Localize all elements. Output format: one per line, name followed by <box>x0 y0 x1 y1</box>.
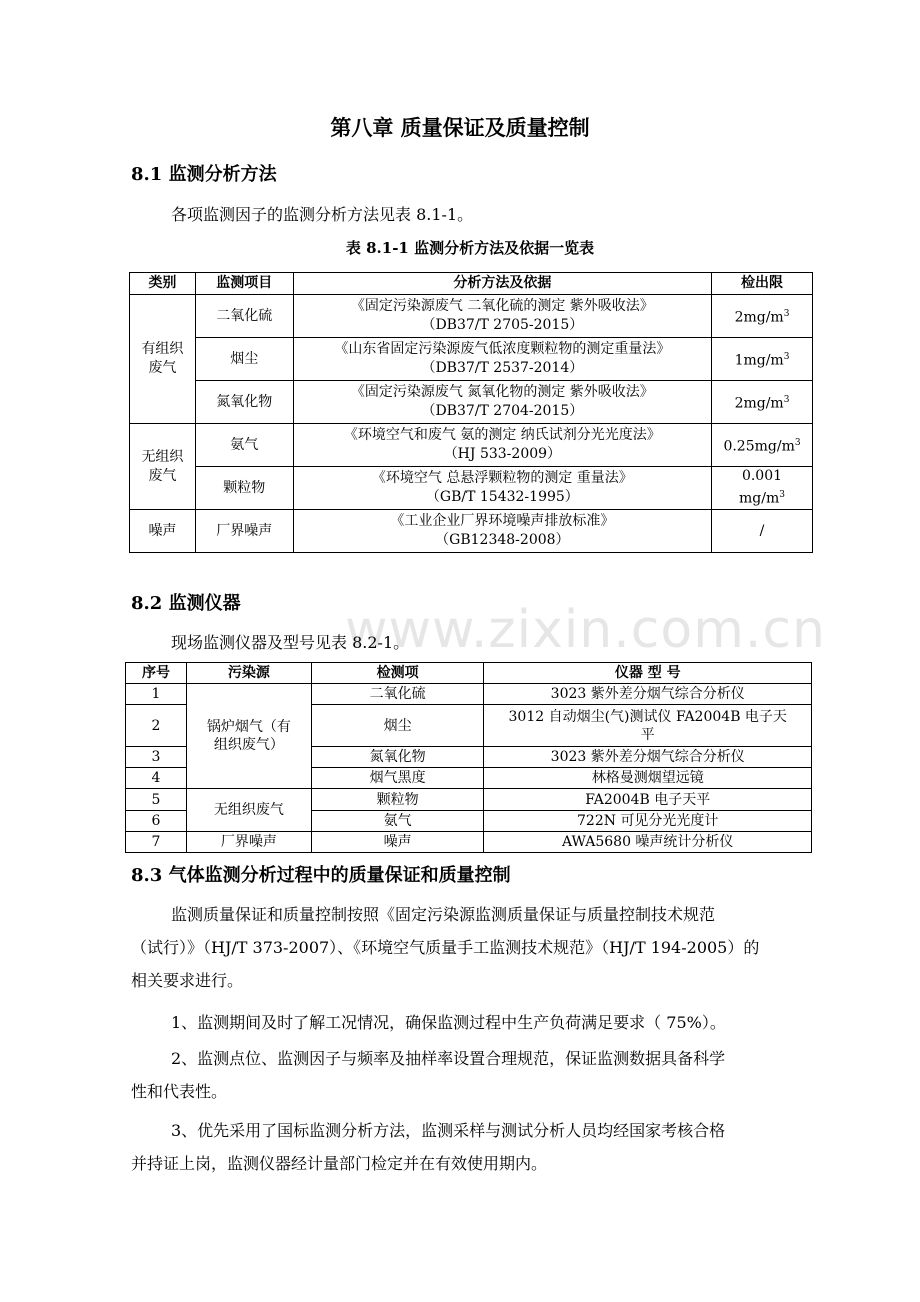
table-header-row <box>126 663 812 684</box>
limit-exponent: 3 <box>783 308 790 319</box>
source-cell <box>186 684 311 789</box>
method-cell <box>293 510 711 553</box>
instrument-cell: 3023 紫外差分烟气综合分析仪 <box>484 747 812 768</box>
table-row <box>130 467 813 510</box>
test-item-cell: 烟尘 <box>311 705 484 747</box>
category-cell: 噪声 <box>130 510 196 553</box>
paragraph-line: 监测质量保证和质量控制按照《固定污染源监测质量保证与质量控制技术规范 <box>171 905 716 924</box>
table-row <box>130 510 813 553</box>
header-category: 类别 <box>130 273 196 295</box>
source-label: 锅炉烟气（有 <box>206 719 291 735</box>
test-item-cell: 二氧化硫 <box>311 684 484 705</box>
method-standard: （DB37/T 2537-2014） <box>421 360 584 376</box>
no-cell: 2 <box>126 705 187 747</box>
item-cell: 氮氧化物 <box>195 381 293 424</box>
list-item: 1、监测期间及时了解工况情况，确保监测过程中生产负荷满足要求（ 75%）。 <box>171 1013 726 1032</box>
limit-value: 2mg/m <box>734 395 784 412</box>
method-name: 《环境空气和废气 氨的测定 纳氏试剂分光光度法》 <box>343 427 661 443</box>
header-instrument: 仪器 型 号 <box>484 663 812 684</box>
chapter-title: 第八章 质量保证及质量控制 <box>330 115 590 140</box>
instrument-cell <box>484 705 812 747</box>
watermark: www.zixin.com.cn <box>345 600 826 660</box>
category-label: 有组织 <box>141 341 184 357</box>
limit-value: 0.001 <box>741 468 783 485</box>
category-label: 废气 <box>148 360 177 376</box>
table-header-row <box>130 273 813 295</box>
no-cell: 4 <box>126 768 187 789</box>
limit-cell <box>712 467 813 510</box>
method-standard: （GB12348-2008） <box>435 532 570 548</box>
category-cell <box>130 424 196 510</box>
method-name: 《固定污染源废气 二氧化硫的测定 紫外吸收法》 <box>350 298 654 314</box>
method-cell <box>293 338 711 381</box>
category-label: 废气 <box>148 467 177 484</box>
no-cell: 6 <box>126 811 187 832</box>
no-cell: 1 <box>126 684 187 705</box>
limit-cell <box>712 381 813 424</box>
limit-exponent: 3 <box>783 351 790 362</box>
item-cell: 氨气 <box>195 424 293 467</box>
no-cell: 7 <box>126 832 187 853</box>
test-item-cell: 颗粒物 <box>311 789 484 811</box>
limit-cell: / <box>712 510 813 553</box>
header-test-item: 检测项 <box>311 663 484 684</box>
method-cell <box>293 381 711 424</box>
list-item-continuation: 性和代表性。 <box>131 1082 228 1101</box>
no-cell: 3 <box>126 747 187 768</box>
table-row <box>126 789 812 811</box>
method-name: 《工业企业厂界环境噪声排放标准》 <box>390 513 615 529</box>
table-row <box>126 684 812 705</box>
header-item: 监测项目 <box>195 273 293 295</box>
table-row <box>130 338 813 381</box>
limit-cell <box>712 424 813 467</box>
method-standard: （DB37/T 2705-2015） <box>421 317 584 333</box>
method-standard: （DB37/T 2704-2015） <box>421 403 584 419</box>
method-name: 《固定污染源废气 氮氧化物的测定 紫外吸收法》 <box>350 384 654 400</box>
category-cell <box>130 295 196 424</box>
limit-exponent: 3 <box>783 394 790 405</box>
instrument-cell: 3023 紫外差分烟气综合分析仪 <box>484 684 812 705</box>
instrument-cell: 林格曼测烟望远镜 <box>484 768 812 789</box>
instrument-cell: FA2004B 电子天平 <box>484 789 812 811</box>
limit-cell <box>712 295 813 338</box>
list-item: 2、监测点位、监测因子与频率及抽样率设置合理规范，保证监测数据具备科学 <box>171 1049 726 1068</box>
item-cell: 颗粒物 <box>195 467 293 510</box>
instrument-cell: 722N 可见分光光度计 <box>484 811 812 832</box>
method-standard: （HJ 533-2009） <box>443 446 562 462</box>
method-cell <box>293 295 711 338</box>
method-name: 《环境空气 总悬浮颗粒物的测定 重量法》 <box>371 470 633 486</box>
method-cell <box>293 424 711 467</box>
header-source: 污染源 <box>186 663 311 684</box>
item-cell: 烟尘 <box>195 338 293 381</box>
analysis-methods-table <box>129 272 813 553</box>
method-cell <box>293 467 711 510</box>
source-cell: 无组织废气 <box>186 789 311 832</box>
table-row <box>126 832 812 853</box>
instrument-cell: AWA5680 噪声统计分析仪 <box>484 832 812 853</box>
item-cell: 二氧化硫 <box>195 295 293 338</box>
limit-value: 1mg/m <box>734 352 784 369</box>
test-item-cell: 噪声 <box>311 832 484 853</box>
limit-exponent: 3 <box>794 437 801 448</box>
section-8-2-intro: 现场监测仪器及型号见表 8.2-1。 <box>171 633 410 652</box>
limit-value: 0.25mg/m <box>723 438 795 455</box>
section-8-3-heading: 8.3 气体监测分析过程中的质量保证和质量控制 <box>131 865 511 886</box>
section-8-1-intro: 各项监测因子的监测分析方法见表 8.1-1。 <box>171 205 474 224</box>
table-row <box>130 424 813 467</box>
list-item: 3、优先采用了国标监测分析方法，监测采样与测试分析人员均经国家考核合格 <box>171 1121 726 1140</box>
header-no: 序号 <box>126 663 187 684</box>
category-label: 无组织 <box>141 448 184 465</box>
table-8-1-1-caption: 表 8.1-1 监测分析方法及依据一览表 <box>345 239 595 257</box>
test-item-cell: 氨气 <box>311 811 484 832</box>
test-item-cell: 烟气黑度 <box>311 768 484 789</box>
header-limit: 检出限 <box>712 273 813 295</box>
method-name: 《山东省固定污染源废气低浓度颗粒物的测定重量法》 <box>334 341 671 357</box>
limit-unit: mg/m <box>739 490 780 507</box>
list-item-continuation: 并持证上岗，监测仪器经计量部门检定并在有效使用期内。 <box>131 1154 548 1173</box>
source-label: 组织废气） <box>213 737 284 753</box>
section-8-2-heading: 8.2 监测仪器 <box>131 593 241 614</box>
paragraph-line: 相关要求进行。 <box>131 971 244 990</box>
table-row <box>130 295 813 338</box>
limit-cell <box>712 338 813 381</box>
test-item-cell: 氮氧化物 <box>311 747 484 768</box>
instrument-name: 平 <box>640 726 655 743</box>
instrument-name: 3012 自动烟尘(气)测试仪 FA2004B 电子天 <box>508 708 787 725</box>
no-cell: 5 <box>126 789 187 811</box>
section-8-1-heading: 8.1 监测分析方法 <box>131 164 277 185</box>
limit-value: 2mg/m <box>734 309 784 326</box>
method-standard: （GB/T 15432-1995） <box>425 489 579 505</box>
item-cell: 厂界噪声 <box>195 510 293 553</box>
instruments-table <box>125 662 812 853</box>
paragraph-line: （试行）》（HJ/T 373-2007）、《环境空气质量手工监测技术规范》（HJ/T 194-2005）的 <box>131 938 760 957</box>
header-method: 分析方法及依据 <box>293 273 711 295</box>
table-row <box>130 381 813 424</box>
limit-exponent: 3 <box>779 490 785 501</box>
source-cell: 厂界噪声 <box>186 832 311 853</box>
